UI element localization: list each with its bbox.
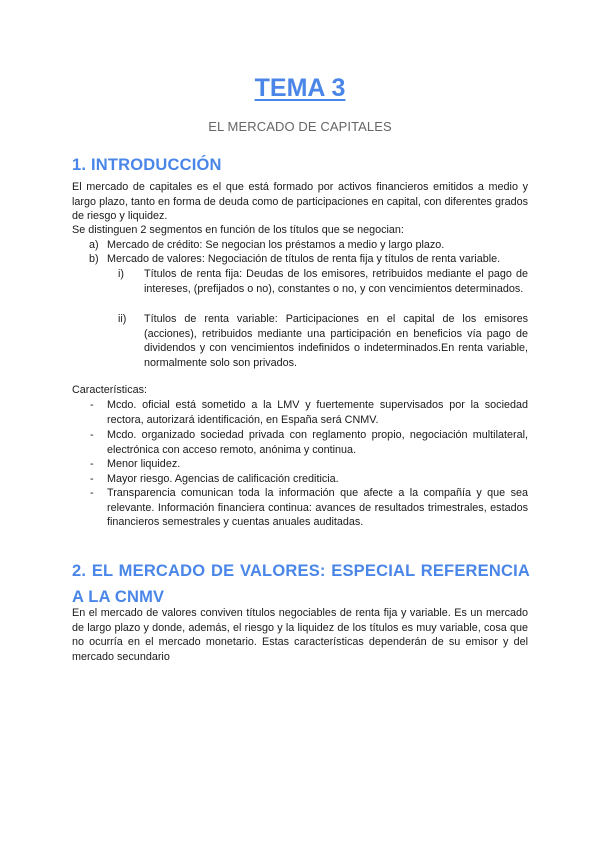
section-1-heading: 1. INTRODUCCIÓN: [72, 156, 222, 174]
list-item: Mayor riesgo. Agencias de calificación crediticia.: [107, 473, 339, 485]
list-marker: -: [90, 473, 94, 485]
list-marker: -: [90, 487, 94, 499]
list-item: Menor liquidez.: [107, 458, 181, 470]
list-item: Mercado de valores: Negociación de títulos de renta fija y títulos de renta variable.: [107, 253, 501, 265]
list-marker: i): [118, 268, 124, 280]
segments-intro: Se distinguen 2 segmentos en función de los títulos que se negocian:: [72, 224, 404, 236]
list-marker: ii): [118, 313, 127, 325]
list-marker: a): [89, 239, 99, 251]
document-subtitle: EL MERCADO DE CAPITALES: [208, 119, 392, 134]
section-2-text: En el mercado de valores conviven títulos negociables de renta fija y variable. Es un mercado de largo plazo y donde, además, el riesgo y la liquidez de los títulos es muy variable, cosa que no ocurría en el mercado monetario. Estas características dependerán de su emisor y del mercado secundario: [72, 607, 528, 664]
document-title: TEMA 3: [254, 74, 346, 102]
list-marker: -: [90, 458, 94, 470]
list-item: Títulos de renta variable: Participaciones en el capital de los emisores (acciones), retribuidos mediante una participación en beneficios vía pago de dividendos y con vencimientos indefinidos o indeterminados.En renta variable, normalmente solo son privados.: [144, 313, 528, 370]
characteristics-label: Características:: [72, 384, 147, 396]
list-item: Títulos de renta fija: Deudas de los emisores, retribuidos mediante el pago de intereses, (prefijados o no), constantes o no, y con vencimientos determinados.: [144, 268, 528, 295]
list-item: Mcdo. organizado sociedad privada con reglamento propio, negociación multilateral, electrónica con acceso remoto, anónima y continua.: [107, 429, 528, 456]
section-1-intro: El mercado de capitales es el que está formado por activos financieros emitidos a medio y largo plazo, tanto en forma de deuda como de participaciones en capital, con diferentes grados de riesgo y liquidez.: [72, 181, 528, 223]
section-2-heading: 2. EL MERCADO DE VALORES: ESPECIAL REFERENCIA A LA CNMV: [72, 562, 530, 606]
list-marker: -: [90, 429, 94, 441]
list-item: Mcdo. oficial está sometido a la LMV y fuertemente supervisados por la sociedad rectora, autorizará identificación, en España será CNMV.: [107, 399, 528, 426]
list-item: Mercado de crédito: Se negocian los préstamos a medio y largo plazo.: [107, 239, 445, 251]
list-marker: -: [90, 399, 94, 411]
list-marker: b): [89, 253, 99, 265]
list-item: Transparencia comunican toda la información que afecte a la compañía y que sea relevante. Información financiera continua: avances de resultados trimestrales, estados financieros semestrales y cuentas anuales auditadas.: [107, 487, 528, 529]
